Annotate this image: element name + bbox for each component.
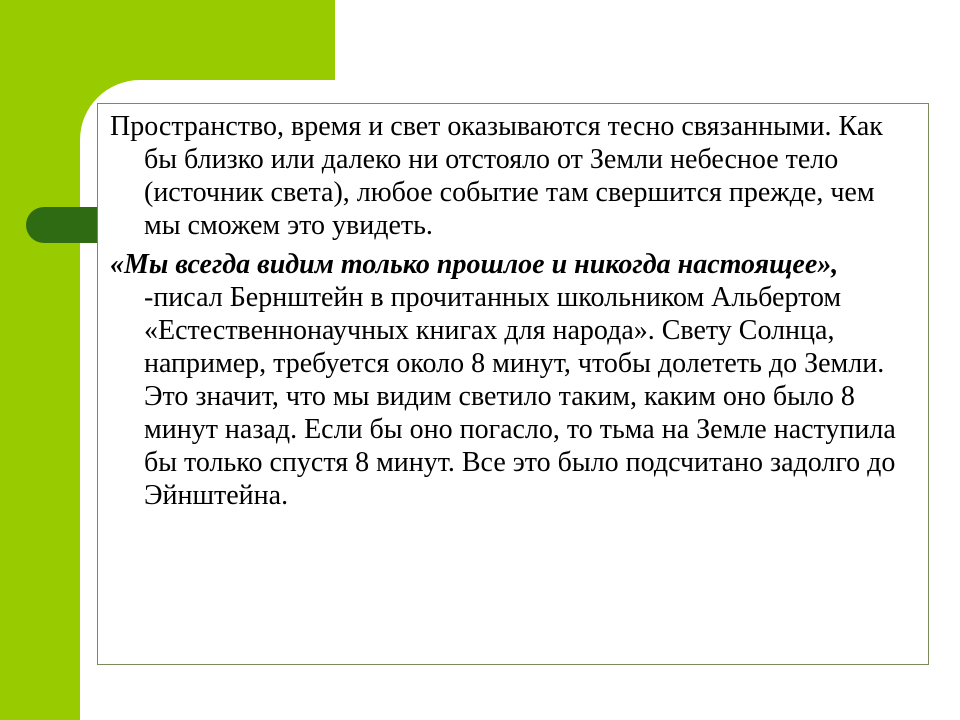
paragraph-light-time [110,110,916,242]
paragraph-1-text: Пространство, время и свет оказываются тесно связанными. Как бы близко или далеко ни отстояло от Земли небесное тело (источник света), любое событие там свершится прежде, чем мы сможем это увидеть. [110,111,883,241]
paragraph-2-text: -писал Бернштейн в прочитанных школьником Альбертом «Естественнонаучных книгах для народа». Свету Солнца, например, требуется около 8 минут, чтобы долететь до Земли. Это значит, что мы видим светило таким, каким оно было 8 минут назад. Если бы оно погасло, то тьма на Земле наступила бы только спустя 8 минут. Все это было подсчитано задолго до Эйнштейна. [144,282,896,511]
slide-text-box [97,103,929,665]
bernstein-quote: «Мы всегда видим только прошлое и никогда настоящее», [110,249,839,280]
paragraph-bernstein [110,248,916,512]
